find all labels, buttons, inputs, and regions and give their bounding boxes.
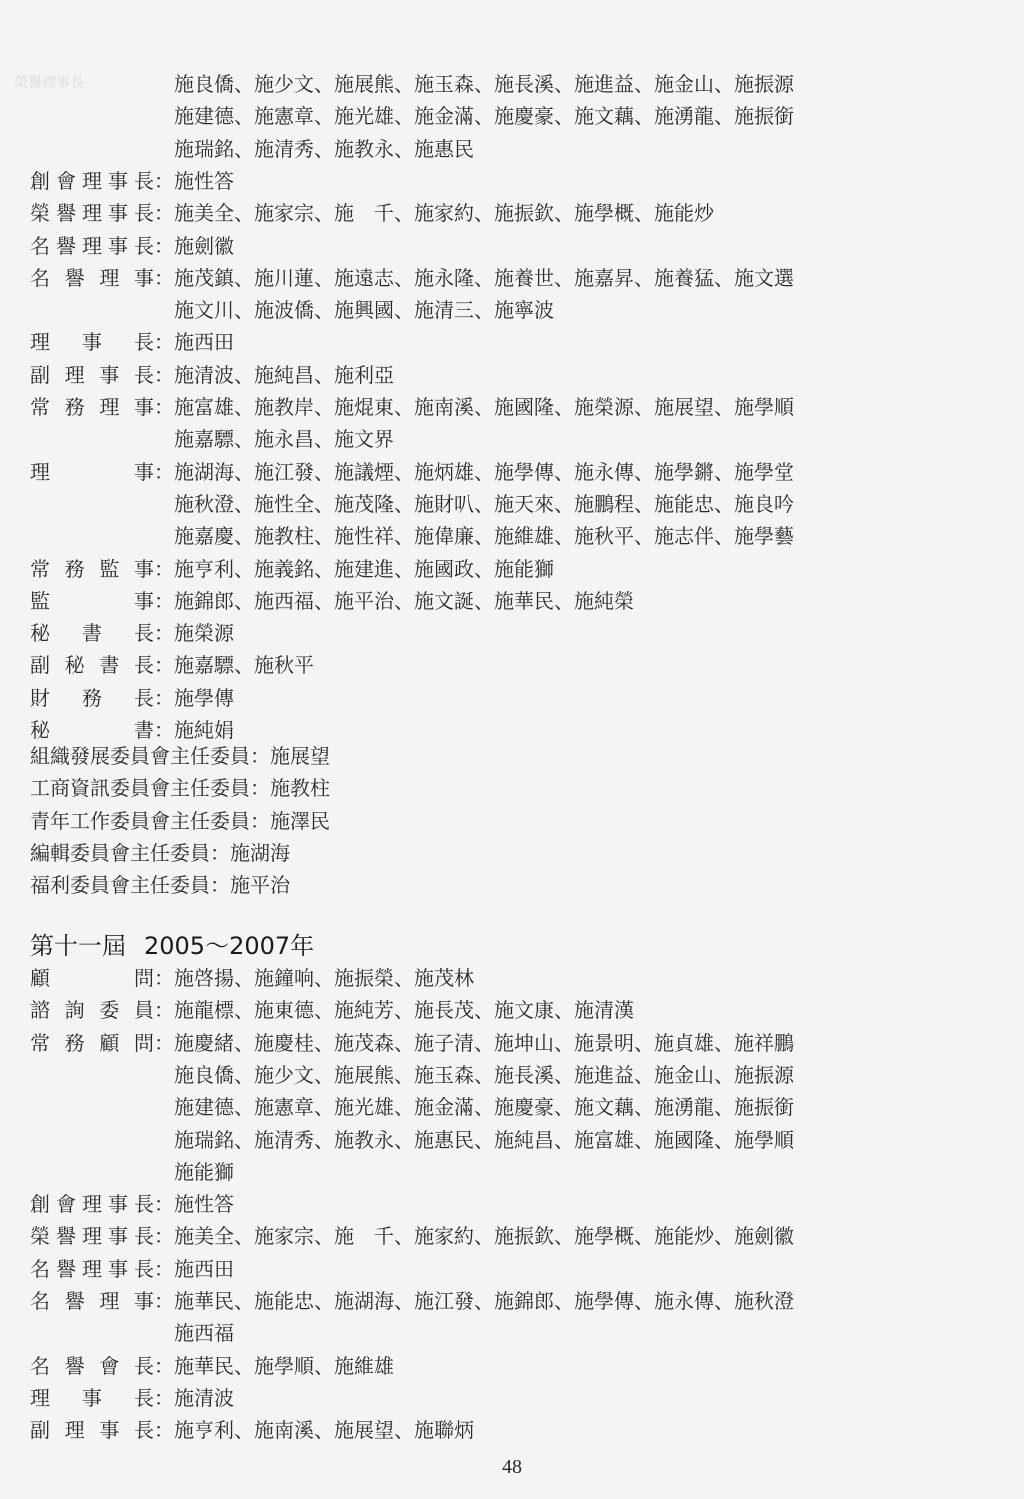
label-colon: ： (154, 168, 174, 193)
label-colon (154, 423, 174, 455)
member-names: 施湖海、施江發、施議煙、施炳雄、施學傳、施永傳、施學鏘、施學堂 (174, 459, 794, 484)
label-colon: ： (154, 653, 174, 678)
role-label: 名譽會長 (30, 1353, 154, 1378)
role-label (30, 1124, 154, 1156)
label-colon: ： (154, 201, 174, 226)
role-label: 副理事長 (30, 1418, 154, 1443)
member-names: 施秋澄、施性全、施茂隆、施財叭、施天來、施鵬程、施能忠、施良吟 (174, 491, 794, 516)
officer-row (30, 391, 990, 423)
member-names: 施亨利、施義銘、施建進、施國政、施能獅 (174, 556, 554, 581)
member-names: 施清波 (174, 1385, 234, 1410)
role-label: 理事長 (30, 1385, 154, 1410)
member-names: 施良僑、施少文、施展熊、施玉森、施長溪、施進益、施金山、施振源 (174, 72, 794, 96)
role-label: 常務理事 (30, 395, 154, 419)
officer-row (30, 488, 990, 520)
officer-row (30, 230, 990, 262)
committee-row: 工商資訊委員會主任委員：施教柱 (30, 776, 330, 801)
committee-row: 青年工作委員會主任委員：施澤民 (30, 808, 330, 833)
member-names: 施錦郎、施西福、施平治、施文誕、施華民、施純榮 (174, 588, 634, 613)
role-label: 常務監事 (30, 556, 154, 581)
member-names: 施榮源 (174, 621, 234, 646)
label-colon: ： (154, 1224, 174, 1249)
role-label: 榮譽理事長 (30, 201, 154, 226)
role-label: 名譽理事 (30, 265, 154, 290)
label-colon: ： (154, 588, 174, 613)
officer-row (30, 165, 990, 197)
label-colon (154, 1124, 174, 1156)
label-colon: ： (154, 1418, 174, 1443)
member-names: 施建德、施憲章、施光雄、施金滿、施慶豪、施文藕、施湧龍、施振銜 (174, 104, 794, 129)
officer-row (30, 133, 990, 165)
role-label: 秘書長 (30, 621, 154, 646)
officer-row (30, 294, 990, 326)
role-label: 諮詢委員 (30, 998, 154, 1023)
member-names: 施茂鎮、施川蓮、施遠志、施永隆、施養世、施嘉昇、施養猛、施文選 (174, 265, 794, 290)
label-colon: ： (154, 1353, 174, 1378)
label-colon: ： (154, 330, 174, 355)
label-colon (154, 294, 174, 326)
label-colon: ： (154, 265, 174, 290)
label-colon: ： (154, 621, 174, 646)
member-names: 施文川、施波僑、施興國、施清三、施寧波 (174, 298, 554, 323)
role-label (30, 423, 154, 455)
role-label: 監事 (30, 588, 154, 613)
page-number: 48 (502, 1456, 522, 1478)
officer-row (30, 585, 990, 617)
role-label (30, 520, 154, 552)
label-colon: ： (154, 685, 174, 710)
member-names: 施嘉驃、施秋平 (174, 653, 314, 678)
officer-row (30, 423, 990, 455)
role-label (30, 68, 154, 100)
member-names: 施純娟 (174, 718, 234, 742)
label-colon: ： (154, 1030, 174, 1055)
officer-row (30, 1220, 990, 1252)
officer-row (30, 68, 990, 100)
label-colon (154, 68, 174, 100)
member-names: 施啓揚、施鐘响、施振榮、施茂林 (174, 966, 474, 990)
officer-row (30, 1317, 990, 1349)
officer-row (30, 326, 990, 358)
member-names: 施瑞銘、施清秀、施教永、施惠民、施純昌、施富雄、施國隆、施學順 (174, 1127, 794, 1152)
role-label: 理事 (30, 459, 154, 484)
role-label: 理事長 (30, 330, 154, 355)
role-label: 秘書 (30, 718, 154, 742)
officer-row (30, 262, 990, 294)
label-colon (154, 1059, 174, 1091)
officer-row (30, 456, 990, 488)
officer-row (30, 617, 990, 649)
member-names: 施富雄、施教岸、施焜東、施南溪、施國隆、施榮源、施展望、施學順 (174, 395, 794, 419)
role-label: 財務長 (30, 685, 154, 710)
member-names: 施龍標、施東德、施純芳、施長茂、施文康、施清漢 (174, 998, 634, 1023)
member-names: 施西福 (174, 1321, 234, 1346)
role-label: 常務顧問 (30, 1030, 154, 1055)
label-colon (154, 100, 174, 132)
label-colon: ： (154, 395, 174, 419)
role-label: 榮譽理事長 (30, 1224, 154, 1249)
role-label: 副秘書長 (30, 653, 154, 678)
role-label (30, 133, 154, 165)
officer-row (30, 1188, 990, 1220)
role-label: 創會理事長 (30, 168, 154, 193)
role-label (30, 488, 154, 520)
label-colon: ： (154, 1192, 174, 1217)
label-colon (154, 1317, 174, 1349)
member-names: 施能獅 (174, 1159, 234, 1184)
role-label (30, 100, 154, 132)
role-label: 名譽理事長 (30, 1256, 154, 1281)
officer-row (30, 1124, 990, 1156)
officer-row (30, 100, 990, 132)
officer-row (30, 1350, 990, 1382)
officer-row (30, 1059, 990, 1091)
member-names: 施亨利、施南溪、施展望、施聯炳 (174, 1418, 474, 1443)
role-label (30, 1091, 154, 1123)
role-label (30, 1317, 154, 1349)
role-label: 名譽理事長 (30, 233, 154, 258)
role-label: 創會理事長 (30, 1192, 154, 1217)
member-names: 施嘉驃、施永昌、施文界 (174, 427, 394, 452)
committee-row: 編輯委員會主任委員：施湖海 (30, 840, 290, 865)
member-names: 施慶緒、施慶桂、施茂森、施子清、施坤山、施景明、施貞雄、施祥鵬 (174, 1030, 794, 1055)
officer-row (30, 1382, 990, 1414)
officer-row (30, 1027, 990, 1059)
member-names: 施清波、施純昌、施利亞 (174, 362, 394, 387)
label-colon: ： (154, 1256, 174, 1281)
member-names: 施性答 (174, 168, 234, 193)
section-years: 2005〜2007年 (144, 932, 315, 960)
label-colon (154, 488, 174, 520)
member-names: 施華民、施學順、施維雄 (174, 1353, 394, 1378)
member-names: 施瑞銘、施清秀、施教永、施惠民 (174, 136, 474, 161)
role-label (30, 1156, 154, 1188)
label-colon: ： (154, 718, 174, 742)
officer-row (30, 520, 990, 552)
officer-row (30, 1156, 990, 1188)
label-colon (154, 1091, 174, 1123)
bleed-through-text: 榮譽理事長 (14, 75, 84, 91)
member-names: 施劍徽 (174, 233, 234, 258)
member-names: 施西田 (174, 1256, 234, 1281)
officer-row (30, 197, 990, 229)
officer-row (30, 1414, 990, 1446)
label-colon: ： (154, 362, 174, 387)
officer-row (30, 1253, 990, 1285)
member-names: 施美全、施家宗、施 千、施家約、施振欽、施學概、施能炒 (174, 201, 714, 226)
member-names: 施性答 (174, 1192, 234, 1217)
label-colon: ： (154, 1385, 174, 1410)
label-colon: ： (154, 998, 174, 1023)
member-names: 施嘉慶、施教柱、施性祥、施偉廉、施維雄、施秋平、施志伴、施學藝 (174, 524, 794, 549)
officer-row (30, 994, 990, 1026)
officer-row (30, 682, 990, 714)
label-colon: ： (154, 233, 174, 258)
label-colon (154, 1156, 174, 1188)
committee-row: 福利委員會主任委員：施平治 (30, 873, 290, 898)
label-colon: ： (154, 966, 174, 990)
officer-row (30, 1091, 990, 1123)
label-colon: ： (154, 1289, 174, 1313)
committee-row: 組織發展委員會主任委員：施展望 (30, 744, 330, 768)
officer-row (30, 962, 990, 994)
role-label (30, 294, 154, 326)
role-label (30, 1059, 154, 1091)
officer-row (30, 553, 990, 585)
officer-row (30, 359, 990, 391)
officer-row (30, 649, 990, 681)
member-names: 施美全、施家宗、施 千、施家約、施振欽、施學概、施能炒、施劍徽 (174, 1224, 794, 1249)
member-names: 施建德、施憲章、施光雄、施金滿、施慶豪、施文藕、施湧龍、施振銜 (174, 1095, 794, 1120)
label-colon: ： (154, 459, 174, 484)
member-names: 施華民、施能忠、施湖海、施江發、施錦郎、施學傳、施永傳、施秋澄 (174, 1289, 794, 1313)
section-title: 第十一屆 (30, 932, 126, 960)
role-label: 顧問 (30, 966, 154, 990)
officer-row (30, 1285, 990, 1317)
role-label: 副理事長 (30, 362, 154, 387)
label-colon (154, 520, 174, 552)
member-names: 施學傳 (174, 685, 234, 710)
label-colon: ： (154, 556, 174, 581)
role-label: 名譽理事 (30, 1289, 154, 1313)
section-heading (30, 928, 314, 964)
member-names: 施西田 (174, 330, 234, 355)
label-colon (154, 133, 174, 165)
member-names: 施良僑、施少文、施展熊、施玉森、施長溪、施進益、施金山、施振源 (174, 1062, 794, 1087)
